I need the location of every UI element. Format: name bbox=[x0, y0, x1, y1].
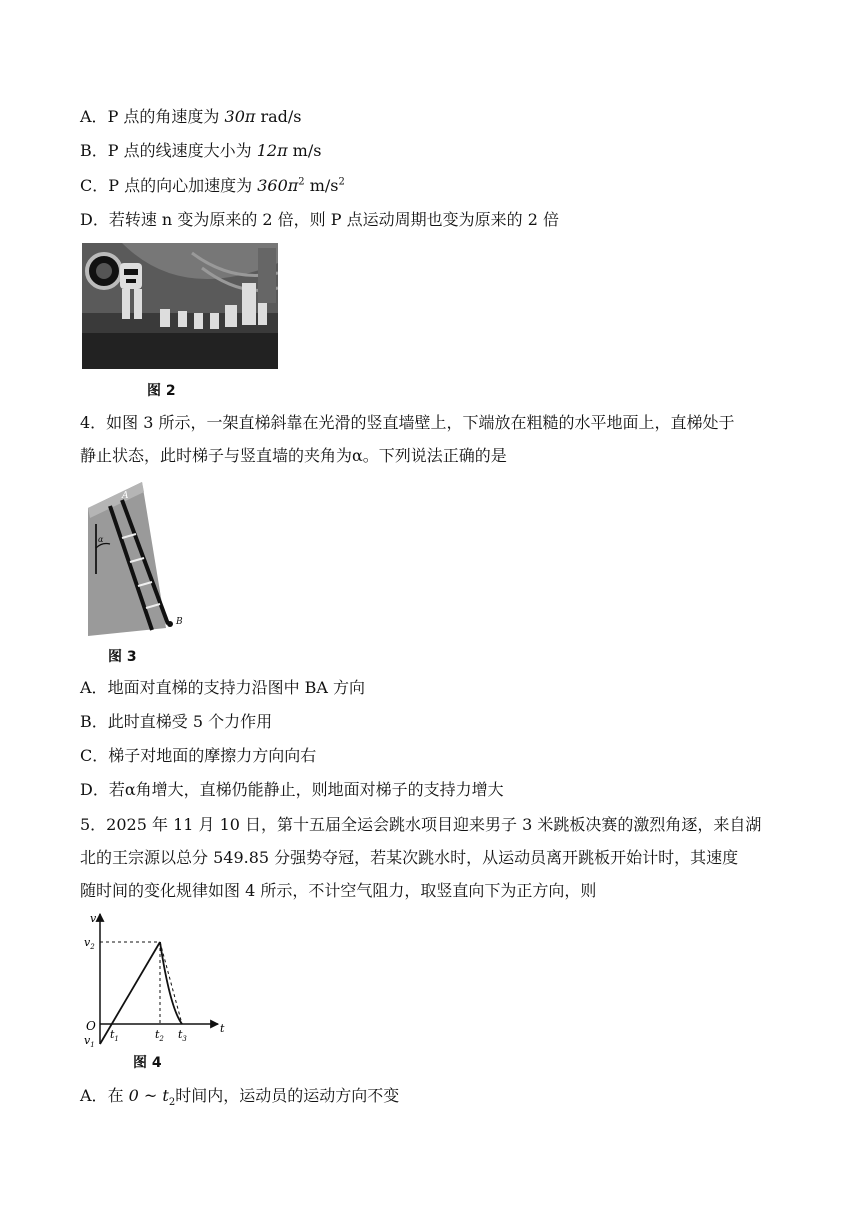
option-label: C． bbox=[80, 746, 109, 765]
label-origin: O bbox=[86, 1019, 96, 1033]
label-t1 bbox=[110, 1028, 119, 1043]
option-label: B． bbox=[80, 141, 108, 160]
q5-stem-line: 随时间的变化规律如图 4 所示，不计空气阻力，取竖直向下为正方向，则 bbox=[80, 881, 597, 900]
label-v1-sub: 1 bbox=[90, 1041, 95, 1049]
option-text: 此时直梯受 5 个力作用 bbox=[107, 712, 273, 731]
option-label: C． bbox=[80, 176, 109, 195]
q5-option-a bbox=[80, 1085, 399, 1107]
option-label: D． bbox=[80, 210, 109, 229]
option-math: 30π bbox=[224, 107, 256, 126]
q3-option-c bbox=[80, 175, 345, 197]
label-t2-sub: 2 bbox=[159, 1035, 164, 1043]
figure-4-caption: 图 4 bbox=[133, 1055, 162, 1071]
label-t2 bbox=[155, 1028, 164, 1043]
q4-option-d bbox=[80, 779, 504, 801]
figure-2-caption: 图 2 bbox=[147, 383, 176, 399]
q5-stem-line: 5．2025 年 11 月 10 日，第十五届全运会跳水项目迎来男子 3 米跳板决赛的激烈角逐，来自湖 bbox=[80, 815, 762, 834]
option-text: P 点的线速度大小为 bbox=[107, 141, 257, 160]
q5-stem-line: 北的王宗源以总分 549.85 分强势夺冠，若某次跳水时，从运动员离开跳板开始计时，其速度 bbox=[80, 848, 739, 867]
q4-option-a bbox=[80, 677, 365, 699]
q4-stem-line: 4．如图 3 所示，一架直梯斜靠在光滑的竖直墙壁上，下端放在粗糙的水平地面上，直梯处于 bbox=[80, 413, 735, 432]
option-text: P 点的向心加速度为 bbox=[108, 176, 258, 195]
label-t3 bbox=[178, 1028, 187, 1043]
option-text: 地面对直梯的支持力沿图中 BA 方向 bbox=[107, 678, 366, 697]
q4-option-b bbox=[80, 711, 272, 733]
label-v1-base: v bbox=[84, 1034, 91, 1047]
q3-option-b bbox=[80, 140, 321, 162]
q4-option-c bbox=[80, 745, 316, 767]
label-a: A bbox=[122, 491, 129, 501]
option-label: A． bbox=[80, 1086, 108, 1105]
option-text: 若α角增大，直梯仍能静止，则地面对梯子的支持力增大 bbox=[108, 780, 504, 799]
option-text: 时间内，运动员的运动方向不变 bbox=[175, 1086, 400, 1105]
option-text: 若转速 n 变为原来的 2 倍，则 P 点运动周期也变为原来的 2 倍 bbox=[108, 210, 559, 229]
option-math: 0 ~ t bbox=[128, 1086, 169, 1105]
option-text: P 点的角速度为 bbox=[107, 107, 225, 126]
q5-stem bbox=[80, 808, 792, 907]
label-v2-sub: 2 bbox=[90, 943, 95, 951]
label-t1-base: t bbox=[110, 1028, 115, 1041]
q4-stem bbox=[80, 406, 792, 472]
figure-3-caption: 图 3 bbox=[108, 649, 137, 665]
option-sub: 2 bbox=[168, 1097, 176, 1109]
label-t3-sub: 3 bbox=[182, 1035, 187, 1043]
label-b: B bbox=[176, 617, 183, 627]
option-label: A． bbox=[80, 678, 108, 697]
figure-4-vt-graph bbox=[82, 908, 232, 1058]
option-math: 12π bbox=[256, 141, 288, 160]
velocity-line-rising bbox=[100, 942, 160, 1044]
option-label: B． bbox=[80, 712, 108, 731]
option-sup: 2 bbox=[338, 176, 345, 188]
label-v: v bbox=[90, 912, 97, 925]
option-sup: 2 bbox=[298, 176, 305, 188]
label-v2-base: v bbox=[84, 936, 91, 949]
option-label: A． bbox=[80, 107, 108, 126]
option-unit: m/s bbox=[287, 141, 322, 160]
option-text: 在 bbox=[107, 1086, 129, 1105]
figure-3-ladder bbox=[82, 478, 194, 638]
label-t2-base: t bbox=[155, 1028, 160, 1041]
option-unit: rad/s bbox=[255, 107, 302, 126]
option-math: 360π bbox=[257, 176, 299, 195]
label-t3-base: t bbox=[178, 1028, 183, 1041]
q3-option-d bbox=[80, 209, 559, 231]
option-text: 梯子对地面的摩擦力方向向右 bbox=[108, 746, 317, 765]
label-v1 bbox=[84, 1034, 95, 1049]
figure-2-photo bbox=[82, 243, 278, 369]
label-t: t bbox=[220, 1022, 225, 1035]
q3-option-a bbox=[80, 106, 302, 128]
option-label: D． bbox=[80, 780, 109, 799]
velocity-dashed-falling bbox=[160, 942, 182, 1024]
label-alpha: α bbox=[98, 535, 104, 544]
option-unit: m/s bbox=[304, 176, 339, 195]
q4-stem-line: 静止状态，此时梯子与竖直墙的夹角为α。下列说法正确的是 bbox=[80, 446, 507, 465]
label-t1-sub: 1 bbox=[114, 1035, 119, 1043]
label-v2 bbox=[84, 936, 95, 951]
